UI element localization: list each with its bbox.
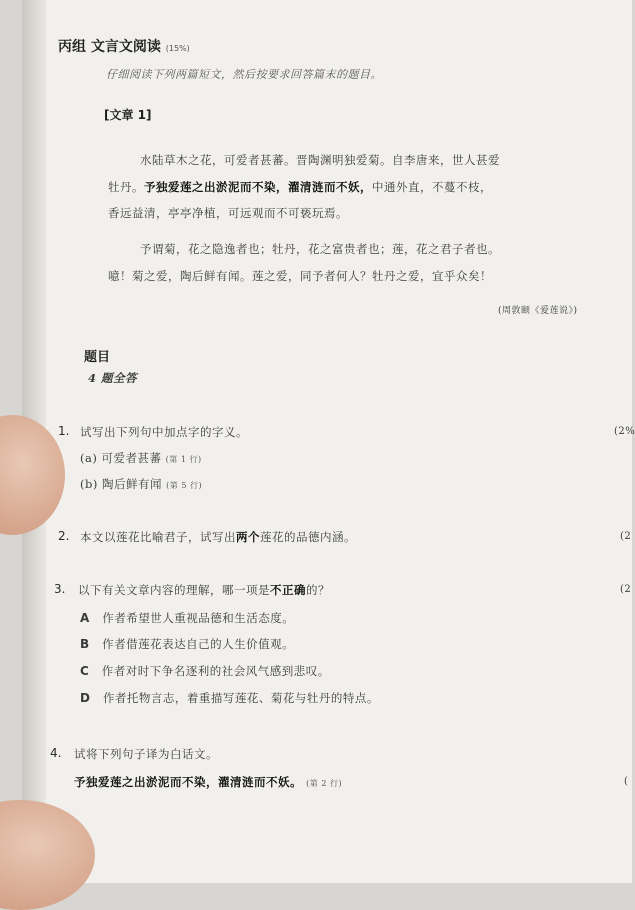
question-score: (2% bbox=[614, 426, 635, 437]
article-label: [文章 1] bbox=[104, 108, 152, 122]
question-subitem: (b) 陶后鲜有闻 (第 5 行) bbox=[80, 477, 203, 491]
article-line: 水陆草木之花，可爱者甚蕃。晋陶渊明独爱菊。自李唐来，世人甚爱 bbox=[140, 153, 500, 167]
question-subitem: (a) 可爱者甚蕃 (第 1 行) bbox=[80, 451, 202, 465]
question-number: 4. bbox=[50, 746, 62, 760]
question-sentence: 予独爱莲之出淤泥而不染，濯清涟而不妖。 (第 2 行) bbox=[74, 775, 343, 789]
article-line: 牡丹。予独爱莲之出淤泥而不染，濯清涟而不妖，中通外直，不蔓不枝， bbox=[108, 180, 492, 194]
question-score: (2 bbox=[620, 584, 632, 595]
question-number: 1. bbox=[58, 424, 70, 438]
question-text: 试写出下列句中加点字的字义。 bbox=[80, 425, 248, 439]
question-number: 3. bbox=[54, 582, 66, 596]
question-text: 试将下列句子译为白话文。 bbox=[74, 747, 218, 761]
article-line: 噫！菊之爱，陶后鲜有闻。莲之爱，同予者何人？牡丹之爱，宜乎众矣！ bbox=[108, 269, 492, 283]
question-score: ( bbox=[624, 776, 629, 787]
option-d: D 作者托物言志，着重描写莲花、菊花与牡丹的特点。 bbox=[80, 691, 379, 705]
exam-page bbox=[22, 0, 635, 883]
question-text: 本文以莲花比喻君子，试写出两个莲花的品德内涵。 bbox=[80, 530, 356, 544]
question-text: 以下有关文章内容的理解，哪一项是不正确的？ bbox=[78, 583, 330, 597]
article-source: (周敦颐《爱莲说》) bbox=[498, 306, 578, 316]
article-line: 香远益清，亭亭净植，可远观而不可亵玩焉。 bbox=[108, 206, 348, 220]
option-b: B 作者借莲花表达自己的人生价值观。 bbox=[80, 637, 295, 651]
questions-subtitle: 4 题全答 bbox=[88, 371, 138, 385]
question-score: (2 bbox=[620, 531, 632, 542]
option-c: C 作者对时下争名逐利的社会风气感到悲叹。 bbox=[80, 664, 330, 678]
questions-title: 题目 bbox=[84, 350, 111, 365]
section-instruction: 仔细阅读下列两篇短文，然后按要求回答篇末的题目。 bbox=[106, 68, 382, 81]
section-title: 丙组 文言文阅读 (15%) bbox=[58, 39, 190, 55]
question-number: 2. bbox=[58, 529, 70, 543]
option-a: A 作者希望世人重视品德和生活态度。 bbox=[80, 611, 295, 625]
article-line: 予谓菊，花之隐逸者也；牡丹，花之富贵者也；莲，花之君子者也。 bbox=[140, 242, 500, 256]
